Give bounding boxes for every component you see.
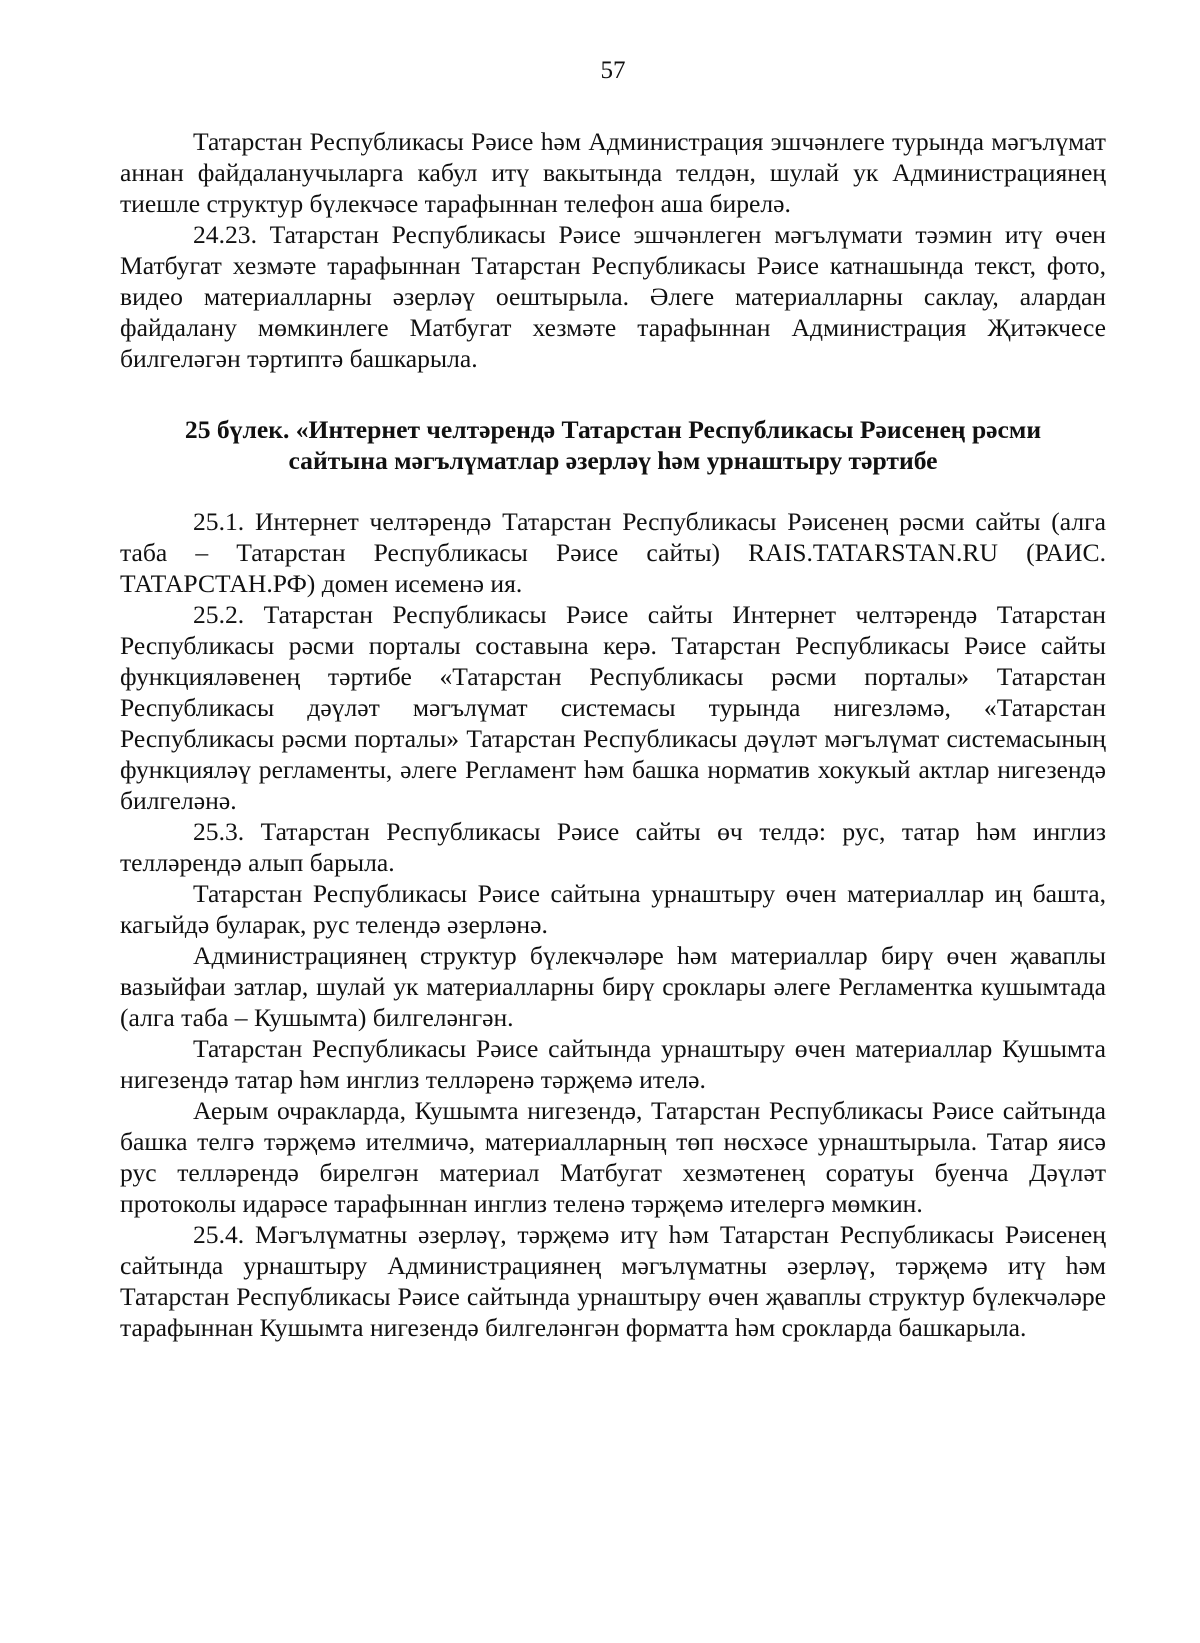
document-body [120, 126, 1106, 1343]
paragraph-intro-1: Татарстан Республикасы Рәисе һәм Администрация эшчәнлеге турында мәгълүмат аннан файдаланучыларга кабул итү вакытында телдән, шулай ук Администрациянең тиешле структур бүлекчәсе тарафыннан телефон аша бирелә. [120, 127, 1106, 218]
section-heading [120, 414, 1106, 476]
paragraph-24-23: 24.23. Татарстан Республикасы Рәисе эшчәнлеген мәгълүмати тәэмин итү өчен Матбугат хезмәте тарафыннан Татарстан Республикасы Рәисе катнашында текст, фото, видео материалларны әзерләү оештырыла. Әлеге материалларны саклау, алардан файдалану мөмкинлеге Матбугат хезмәте тарафыннан Администрация Җитәкчесе билгеләгән тәртиптә башкарыла. [120, 220, 1106, 373]
paragraph-25-3: 25.3. Татарстан Республикасы Рәисе сайты өч телдә: рус, татар һәм инглиз телләрендә алып барыла. [120, 817, 1106, 877]
section-heading-line-1: 25 бүлек. «Интернет челтәрендә Татарстан Республикасы Рәисенең рәсми [184, 415, 1042, 444]
paragraph-25-1: 25.1. Интернет челтәрендә Татарстан Республикасы Рәисенең рәсми сайты (алга таба – Татарстан Республикасы Рәисе сайты) RAIS.TATARSTAN.RU (РАИС. ТАТАРСТАН.РФ) домен исеменә ия. [120, 507, 1106, 598]
paragraph-translation: Татарстан Республикасы Рәисе сайтында урнаштыру өчен материаллар Кушымта нигезендә татар һәм инглиз телләренә тәрҗемә ителә. [120, 1034, 1106, 1094]
section-heading-line-2: сайтына мәгълүматлар әзерләү һәм урнаштыру тәртибе [288, 446, 938, 475]
paragraph-russian-first: Татарстан Республикасы Рәисе сайтына урнаштыру өчен материаллар иң башта, кагыйдә буларак, рус телендә әзерләнә. [120, 879, 1106, 939]
page-number: 57 [600, 57, 626, 84]
paragraph-special-cases: Аерым очракларда, Кушымта нигезендә, Татарстан Республикасы Рәисе сайтында башка телгә тәрҗемә ителмичә, материалларның төп нөсхәсе урнаштырыла. Татар яисә рус телләрендә бирелгән материал Матбугат хезмәтенең соратуы буенча Дәүләт протоколы идарәсе тарафыннан инглиз теленә тәрҗемә ителергә мөмкин. [120, 1096, 1106, 1218]
paragraph-25-4: 25.4. Мәгълүматны әзерләү, тәрҗемә итү һәм Татарстан Республикасы Рәисенең сайтында урнаштыру Администрациянең мәгълүматны әзерләү, тәрҗемә итү һәм Татарстан Республикасы Рәисе сайтында урнаштыру өчен җаваплы структур бүлекчәләре тарафыннан Кушымта нигезендә билгеләнгән форматта һәм срокларда башкарыла. [120, 1220, 1106, 1342]
paragraph-25-2: 25.2. Татарстан Республикасы Рәисе сайты Интернет челтәрендә Татарстан Республикасы рәсми порталы составына керә. Татарстан Республикасы Рәисе сайты функцияләвенең тәртибе «Татарстан Республикасы рәсми порталы» Татарстан Республикасы дәүләт мәгълүмат системасы турында нигезләмә, «Татарстан Республикасы рәсми порталы» Татарстан Республикасы дәүләт мәгълүмат системасының функцияләү регламенты, әлеге Регламент һәм башка норматив хокукый актлар нигезендә билгеләнә. [120, 600, 1106, 815]
paragraph-responsible-units: Администрациянең структур бүлекчәләре һәм материаллар бирү өчен җаваплы вазыйфаи затлар, шулай ук материалларны бирү сроклары әлеге Регламентка кушымтада (алга таба – Кушымта) билгеләнгән. [120, 941, 1106, 1032]
